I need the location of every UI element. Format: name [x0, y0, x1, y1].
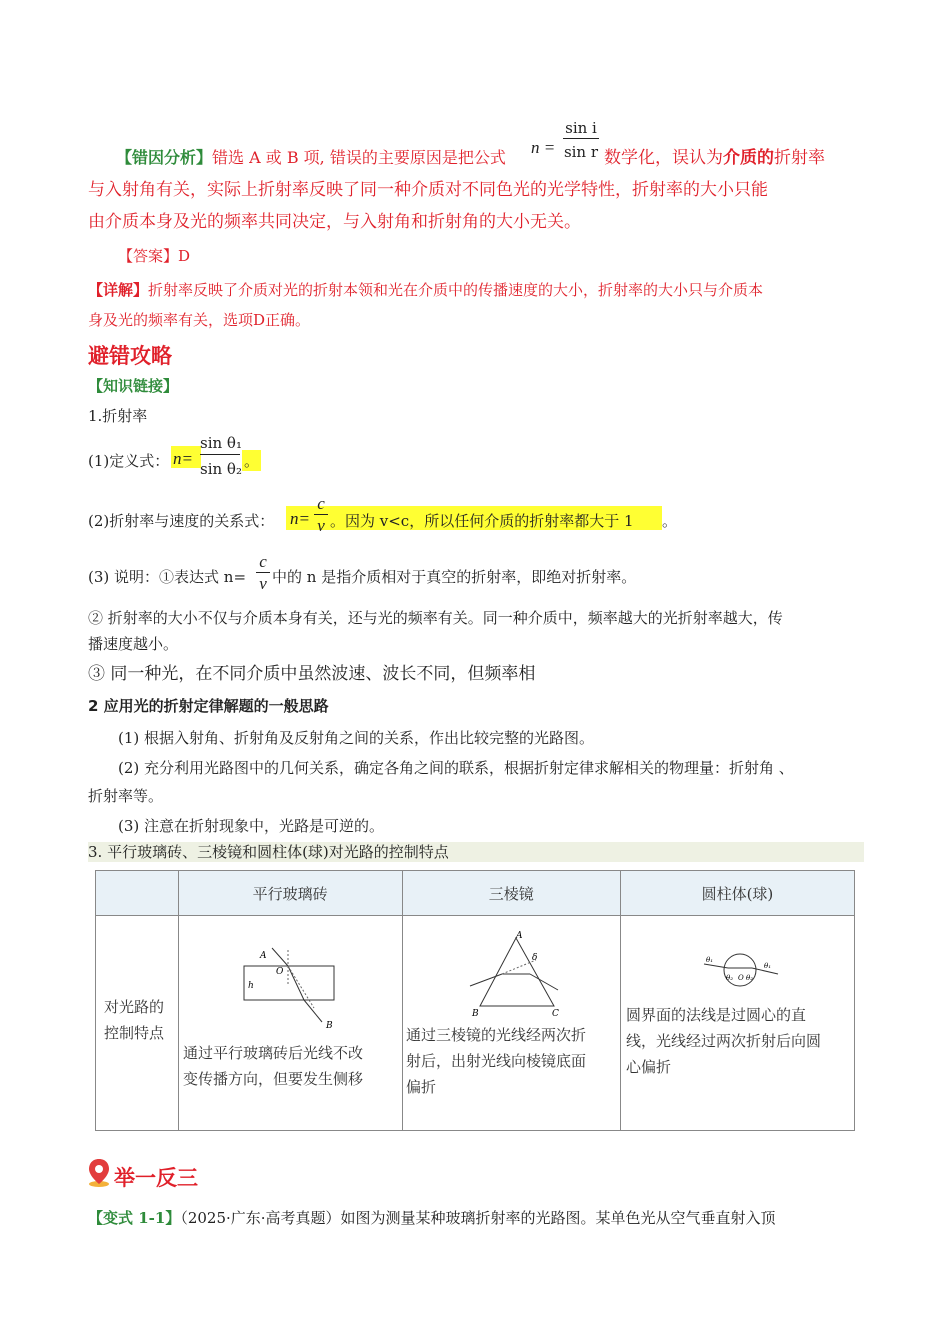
parallel-glass-desc: 通过平行玻璃砖后光线不改 变传播方向，但要发生侧移: [183, 1044, 364, 1088]
note2-line2: 播速度越小。: [88, 635, 179, 653]
section-title: 避错攻略: [88, 344, 172, 368]
svg-text:C: C: [552, 1009, 559, 1016]
svg-text:h: h: [248, 981, 254, 991]
svg-text:A: A: [516, 931, 523, 941]
svg-text:O: O: [276, 967, 284, 977]
knowledge-item1: 1.折射率: [88, 407, 148, 425]
location-pin-icon: [88, 1158, 110, 1188]
detail-tag: 【详解】: [88, 281, 149, 299]
svg-text:B: B: [326, 1021, 333, 1030]
error-analysis-line1-end: 数学化，误认为介质的折射率: [604, 148, 825, 168]
practice-tag: 【变式 1-1】: [88, 1209, 181, 1227]
svg-text:B: B: [472, 1009, 479, 1016]
cylinder-figure: [702, 948, 782, 992]
error-analysis-line1: 【错因分析】错选 A 或 B 项, 错误的主要原因是把公式: [116, 148, 506, 167]
method-step2-line2: 折射率等。: [88, 787, 164, 805]
table-header-prism: 三棱镜: [402, 871, 620, 916]
table-header-row: [96, 871, 855, 916]
table-header-empty: [96, 871, 179, 916]
row-label: 对光路的 控制特点: [104, 998, 165, 1042]
prism-in-ray: [470, 974, 502, 986]
error-analysis-tag: 【错因分析】: [116, 148, 213, 167]
incident-ray: [272, 948, 288, 966]
svg-text:θ₁: θ₁: [706, 956, 714, 964]
formula-lhs: n =: [531, 138, 556, 157]
def-denominator: sin θ₂: [200, 460, 242, 478]
method-step1: (1) 根据入射角、折射角及反射角之间的关系，作出比较完整的光路图。: [118, 729, 595, 747]
table-header-cylinder: 圆柱体(球): [620, 871, 854, 916]
parallel-glass-figure: [236, 944, 356, 1030]
svg-text:δ: δ: [532, 953, 538, 963]
knowledge-tag: 【知识链接】: [88, 377, 179, 395]
practice-title: 举一反三: [114, 1166, 198, 1190]
prism-desc: 通过三棱镜的光线经两次折 射后，出射光线向棱镜底面 偏折: [406, 1026, 587, 1096]
formula-denominator: sin r: [563, 143, 599, 161]
method-step3: (3) 注意在折射现象中，光路是可逆的。: [118, 817, 385, 835]
table-header-parallel: 平行玻璃砖: [178, 871, 402, 916]
practice-line: 【变式 1-1】（2025·广东·高考真题）如图为测量某种玻璃折射率的光路图。某单色光从空气垂直射入顶: [88, 1209, 776, 1227]
cylinder-desc: 圆界面的法线是过圆心的直 线，光线经过两次折射后向圆 心偏折: [626, 1006, 822, 1076]
note2-line1: ② 折射率的大小不仅与介质本身有关，还与光的频率有关。同一种介质中，频率越大的光折射率越大，传: [88, 609, 783, 627]
refracted-ray: [288, 966, 304, 1000]
def-numerator: sin θ₁: [200, 432, 240, 455]
error-analysis-line2: 与入射角有关，实际上折射率反映了同一种介质对不同色光的光学特性，折射率的大小只能: [88, 180, 768, 200]
prism-triangle: [480, 938, 554, 1006]
formula-numerator: sin i: [563, 118, 599, 139]
error-analysis-line3: 由介质本身及光的频率共同决定，与入射角和折射角的大小无关。: [88, 212, 581, 232]
answer: 【答案】D: [118, 247, 191, 265]
table-banner: 3. 平行玻璃砖、三棱镜和圆柱体(球)对光路的控制特点: [88, 842, 864, 862]
svg-text:A: A: [260, 951, 267, 961]
exit-ray: [304, 1000, 322, 1022]
glass-block: [244, 966, 334, 1000]
svg-text:θ₂: θ₂: [726, 974, 734, 982]
prism-extension: [502, 960, 536, 974]
svg-text:θ₁: θ₁: [764, 962, 772, 970]
detail-line1: 【详解】折射率反映了介质对光的折射本领和光在介质中的传播速度的大小，折射率的大小只与介质本: [88, 281, 764, 299]
prism-figure: [466, 930, 566, 1016]
def-n: n=: [173, 449, 193, 468]
note3: ③ 同一种光，在不同介质中虽然波速、波长不同，但频率相: [88, 664, 536, 684]
extension-line: [288, 966, 314, 1008]
detail-line2: 身及光的频率有关，选项D正确。: [88, 311, 311, 329]
svg-text:O: O: [738, 974, 744, 982]
svg-text:θ₂: θ₂: [746, 974, 754, 982]
method-title: 2 应用光的折射定律解题的一般思路: [88, 697, 329, 715]
bold-word: 介质的: [723, 148, 774, 168]
method-step2-line1: (2) 充分利用光路图中的几何关系，确定各角之间的联系，根据折射定律求解相关的物理量：折射角 、: [118, 759, 794, 777]
